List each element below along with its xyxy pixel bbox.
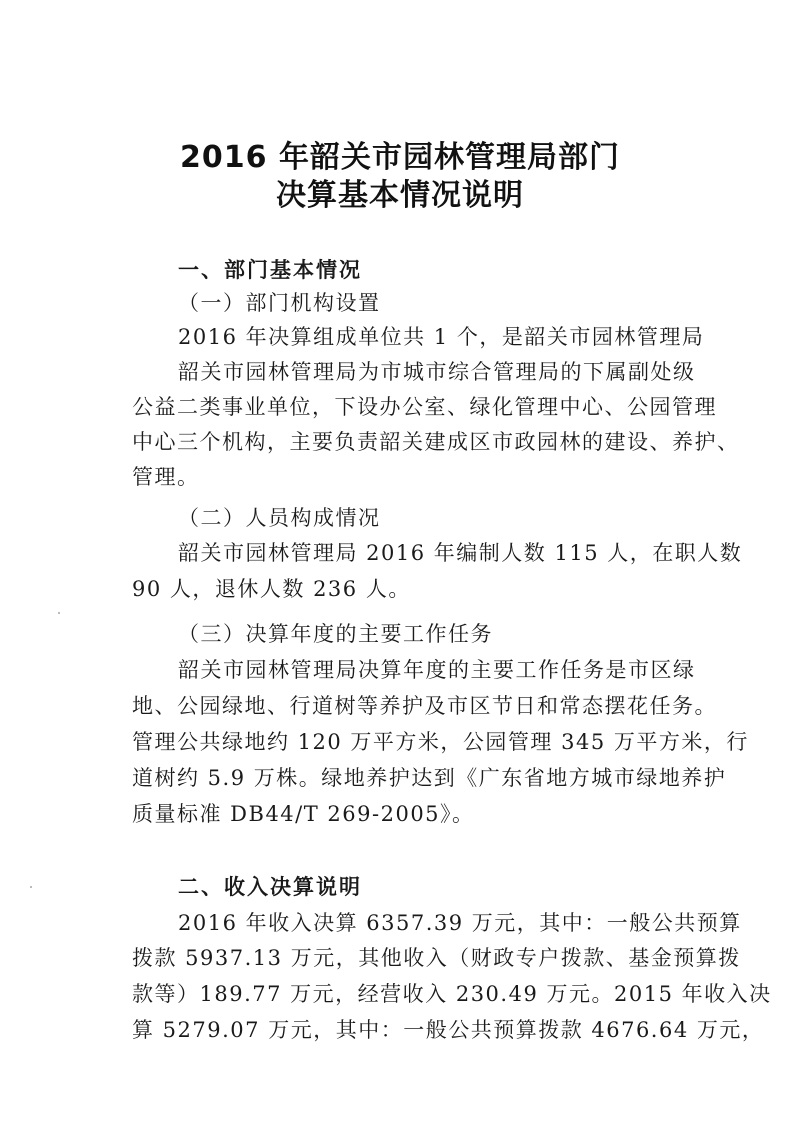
- section-2-paragraph-line: 拨款 5937.13 万元，其他收入（财政专户拨款、基金预算拨: [132, 946, 741, 970]
- subsection-1-paragraph-1: 2016 年决算组成单位共 1 个，是韶关市园林管理局: [178, 325, 705, 349]
- section-2-heading: 二、收入决算说明: [178, 875, 362, 899]
- scan-speck: [30, 886, 32, 888]
- subsection-1-heading: （一）部门机构设置: [178, 291, 381, 315]
- subsection-2-paragraph-line: 90 人，退休人数 236 人。: [132, 577, 411, 601]
- section-2-paragraph-line: 款等）189.77 万元，经营收入 230.49 万元。2015 年收入决: [132, 982, 772, 1006]
- subsection-3-paragraph-line: 韶关市园林管理局决算年度的主要工作任务是市区绿: [178, 658, 696, 682]
- subsection-3-paragraph-line: 管理公共绿地约 120 万平方米，公园管理 345 万平方米，行: [132, 730, 749, 754]
- subsection-1-paragraph-2-line: 公益二类事业单位，下设办公室、绿化管理中心、公园管理: [132, 395, 717, 419]
- section-2-paragraph-line: 2016 年收入决算 6357.39 万元，其中：一般公共预算: [178, 911, 742, 935]
- subsection-1-paragraph-2-line: 韶关市园林管理局为市城市综合管理局的下属副处级: [178, 360, 696, 384]
- subsection-3-paragraph-line: 地、公园绿地、行道树等养护及市区节日和常态摆花任务。: [132, 694, 717, 718]
- document-title-line-2: 决算基本情况说明: [276, 178, 524, 213]
- subsection-1-paragraph-2-line: 管理。: [132, 465, 200, 489]
- subsection-1-paragraph-2-line: 中心三个机构，主要负责韶关建成区市政园林的建设、养护、: [132, 430, 740, 454]
- document-title-line-1: 2016 年韶关市园林管理局部门: [180, 140, 620, 175]
- scan-speck: [58, 612, 60, 614]
- subsection-2-heading: （二）人员构成情况: [178, 506, 381, 530]
- subsection-2-paragraph-line: 韶关市园林管理局 2016 年编制人数 115 人，在职人数: [178, 541, 743, 565]
- subsection-3-paragraph-line: 道树约 5.9 万株。绿地养护达到《广东省地方城市绿地养护: [132, 766, 727, 790]
- subsection-3-paragraph-line: 质量标准 DB44/T 269-2005》。: [132, 802, 475, 826]
- section-2-paragraph-line: 算 5279.07 万元，其中：一般公共预算拨款 4676.64 万元，: [132, 1018, 765, 1042]
- subsection-3-heading: （三）决算年度的主要工作任务: [178, 622, 493, 646]
- section-1-heading: 一、部门基本情况: [178, 258, 362, 282]
